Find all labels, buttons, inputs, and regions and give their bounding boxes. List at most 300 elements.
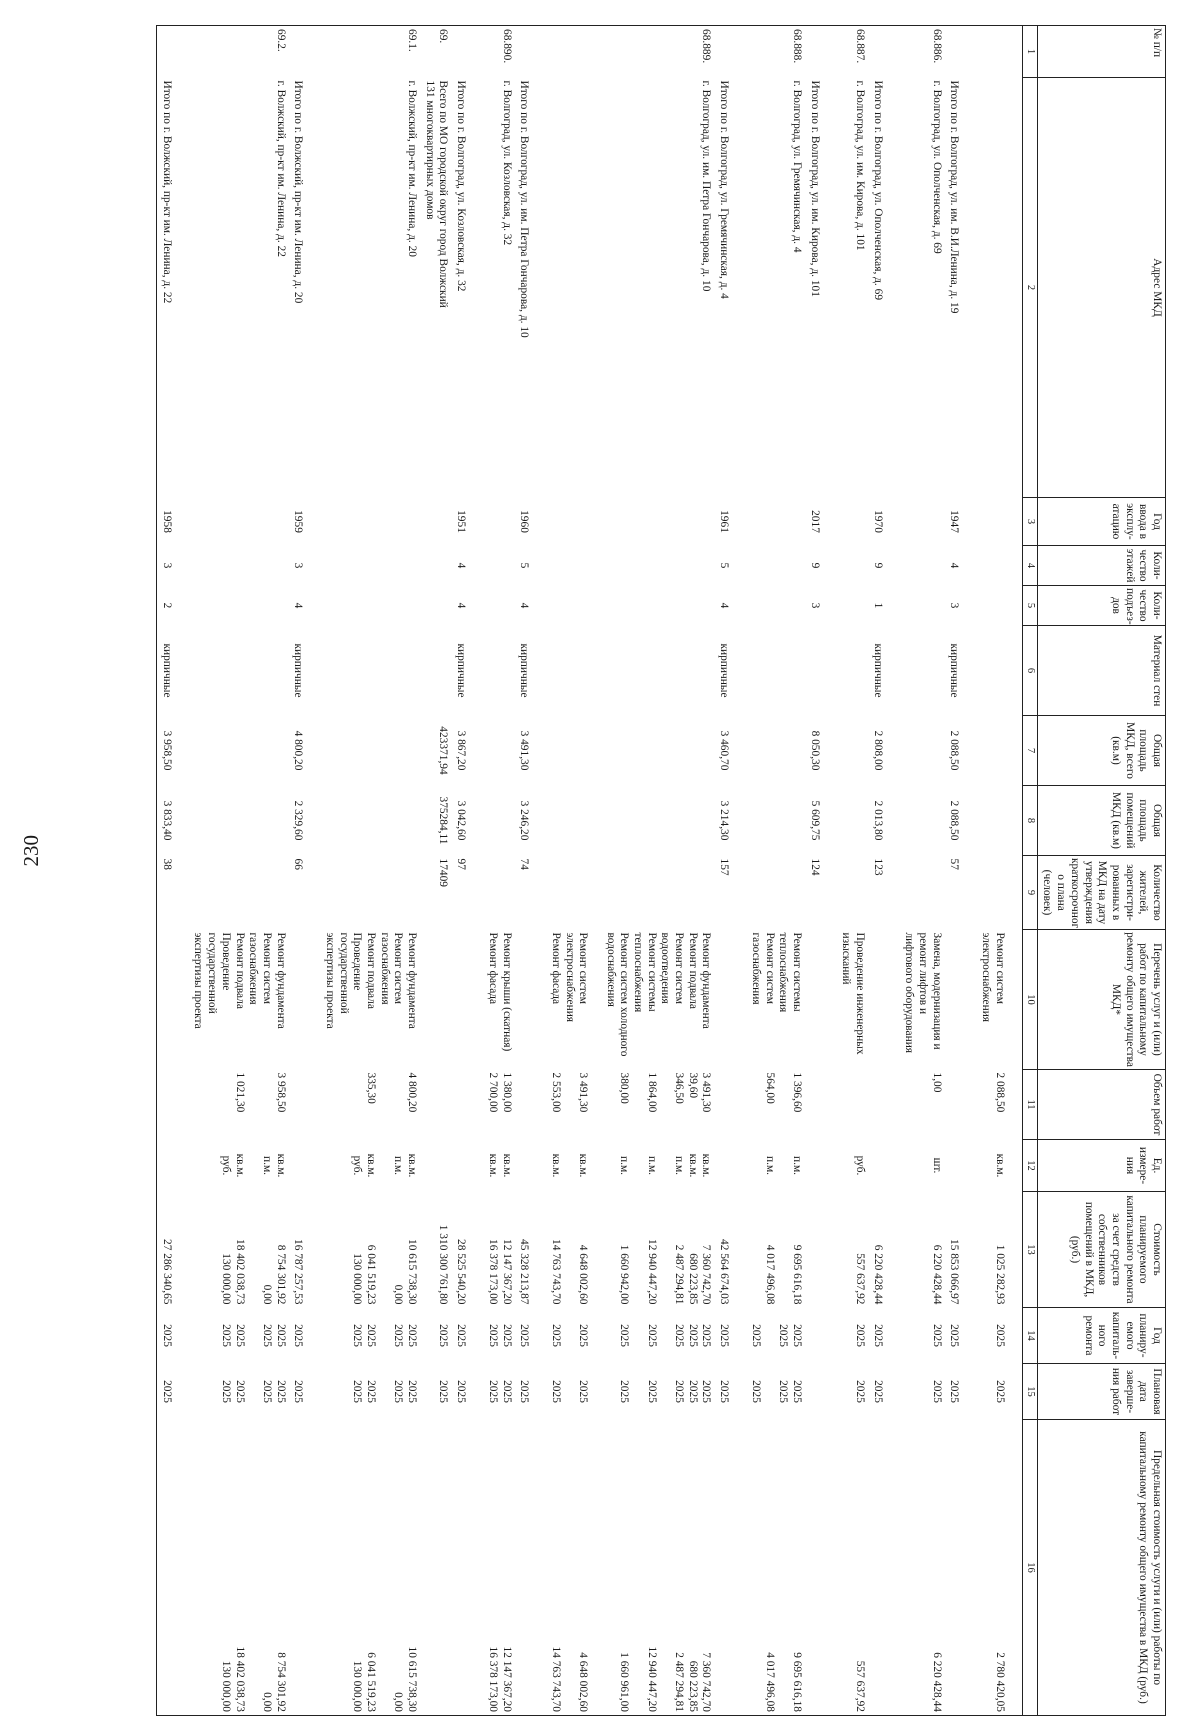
column-number: 2 xyxy=(1022,78,1037,498)
cell-entrances xyxy=(483,586,514,626)
cell-total-area: 3 491,30 xyxy=(518,730,531,771)
cell-wall-material xyxy=(976,626,1022,716)
cell-residents xyxy=(189,856,289,930)
cell-completion-date: 2025 2025 2025 xyxy=(749,1380,803,1403)
cell-cost xyxy=(805,1192,837,1308)
cell-works-list: Проведение инженерных изысканий xyxy=(840,932,866,1055)
cell-entrances: 2 xyxy=(157,586,189,626)
cell-entrances: 4 xyxy=(718,602,731,609)
cell-completion-date: 2025 xyxy=(718,1380,731,1403)
cell-repair-year: 2025 xyxy=(455,1324,468,1347)
cell-premises-area xyxy=(837,786,868,856)
cell-wall-material xyxy=(320,626,420,716)
cell-floors: 3 xyxy=(292,562,305,569)
cell-works-list xyxy=(868,930,900,1070)
cell-cost: 27 286 340,65 xyxy=(157,1192,189,1308)
cell-entrances xyxy=(420,586,451,626)
cell-address: г. Волгоград, ул. им. Кирова, д. 101 xyxy=(854,80,866,251)
cell-floors: 5 xyxy=(518,562,531,569)
cell-row-number xyxy=(289,26,321,78)
cell-entrances: 1 xyxy=(871,602,884,609)
page-number: 230 xyxy=(19,835,43,867)
cell-work-volume xyxy=(805,1070,837,1140)
cell-residents xyxy=(900,856,945,930)
table-body xyxy=(157,26,1023,1716)
cell-floors xyxy=(746,546,805,586)
cell-max-cost: 557 637,92 xyxy=(837,1420,868,1716)
cell-cost: 9 695 616,18 4 017 496,08 xyxy=(763,1244,803,1305)
cell-entrances xyxy=(746,586,805,626)
cell-works-list xyxy=(157,930,189,1070)
cell-wall-material xyxy=(483,626,514,716)
cell-completion-date: 2025 2025 xyxy=(486,1380,513,1403)
cell-wall-material: кирпичные xyxy=(948,643,961,698)
cell-year-built: 1970 xyxy=(871,510,884,533)
cell-premises-area: 3 042,60 xyxy=(455,800,468,841)
cell-residents: 123 xyxy=(871,858,884,876)
cell-unit: п.м. п.м. xyxy=(763,1156,803,1175)
cell-works-list: Ремонт крыши (скатная) Ремонт фасада xyxy=(486,932,513,1052)
cell-wall-material: кирпичные xyxy=(292,643,305,698)
cell-row-number xyxy=(452,26,484,78)
cell-floors xyxy=(546,546,714,586)
cell-repair-year: 2025 xyxy=(993,1324,1006,1347)
table-row xyxy=(868,26,900,1716)
cell-floors xyxy=(420,546,451,586)
cell-residents xyxy=(746,856,805,930)
table-row xyxy=(945,26,977,1716)
cell-completion-date: 2025 xyxy=(518,1380,531,1403)
cell-unit xyxy=(420,1140,451,1192)
cell-address: Итого по г. Волгоград, ул. Гремячинская, д. 4 xyxy=(718,80,731,299)
cell-work-volume xyxy=(289,1070,321,1140)
table-row xyxy=(289,26,321,1716)
column-number: 4 xyxy=(1022,546,1037,586)
cell-max-cost: 12 147 367,20 16 378 173,00 xyxy=(483,1420,514,1716)
cell-work-volume xyxy=(868,1070,900,1140)
cell-wall-material xyxy=(420,626,451,716)
cell-address: г. Волгоград, ул. им. Петра Гончарова, д. 10 xyxy=(700,80,713,292)
cell-total-area: 3 958,50 xyxy=(157,716,189,786)
cell-year-built xyxy=(420,498,451,546)
cell-total-area xyxy=(746,716,805,786)
cell-cost: 6 220 428,44 xyxy=(871,1244,884,1305)
table-row xyxy=(976,26,1022,1716)
cell-row-number: 68.886. xyxy=(900,26,945,78)
column-number: 9 xyxy=(1022,856,1037,930)
column-number: 10 xyxy=(1022,930,1037,1070)
cell-floors xyxy=(320,546,420,586)
cell-works-list xyxy=(805,930,837,1070)
cell-premises-area: 3 214,30 xyxy=(718,800,731,841)
column-number: 8 xyxy=(1022,786,1037,856)
cell-completion-date: 2025 xyxy=(437,1380,450,1403)
cell-repair-year: 2025 2025 2025 2025 2025 2025 2025 xyxy=(549,1324,713,1347)
cell-address: г. Волжский, пр-кт им. Ленина, д. 20 xyxy=(406,80,419,257)
cell-row-number xyxy=(515,26,547,78)
cell-total-area: 2 808,00 xyxy=(871,730,884,771)
cell-year-built: 2017 xyxy=(808,510,821,533)
cell-cost: 1 310 300 761,80 xyxy=(437,1224,450,1305)
cell-unit xyxy=(805,1140,837,1192)
cell-completion-date: 2025 xyxy=(871,1380,884,1403)
cell-max-cost xyxy=(805,1420,837,1716)
cell-residents: 38 xyxy=(157,856,189,930)
cell-year-built: 1961 xyxy=(718,510,731,533)
cell-premises-area: 375284,11 xyxy=(437,796,450,845)
cell-address: Итого по г. Волжский, пр-кт им. Ленина, д. 22 xyxy=(157,78,189,498)
cell-premises-area xyxy=(483,786,514,856)
cell-premises-area: 2 329,60 xyxy=(292,800,305,841)
cell-year-built: 1947 xyxy=(948,510,961,533)
cell-address: Итого по г. Волгоград, ул. им. В.И.Ленина, д. 19 xyxy=(948,80,961,314)
cell-row-number xyxy=(976,26,1022,78)
cell-works-list: Ремонт системы теплоснабжения Ремонт систем газоснабжения xyxy=(749,932,803,1013)
table-row xyxy=(157,26,189,1716)
cell-completion-date: 2025 2025 2025 2025 xyxy=(351,1380,419,1403)
cell-work-volume xyxy=(452,1070,484,1140)
cell-cost: 1 025 282,93 xyxy=(993,1244,1006,1305)
cell-max-cost xyxy=(868,1420,900,1716)
cell-year-built xyxy=(483,498,514,546)
column-number: 14 xyxy=(1022,1308,1037,1364)
header-cell-completion-date: Плановая дата заверше-ния работ xyxy=(1037,1364,1165,1420)
cell-entrances: 4 xyxy=(292,602,305,609)
cell-floors xyxy=(483,546,514,586)
cell-work-volume xyxy=(837,1070,868,1140)
cell-premises-area: 5 609,75 xyxy=(808,800,821,841)
cell-row-number: 69.2. xyxy=(189,26,289,78)
cell-works-list xyxy=(289,930,321,1070)
cell-work-volume xyxy=(420,1070,451,1140)
column-number: 3 xyxy=(1022,498,1037,546)
cell-repair-year: 2025 2025 xyxy=(486,1324,513,1347)
cell-wall-material xyxy=(546,626,714,716)
table-row xyxy=(515,26,547,1716)
cell-wall-material xyxy=(805,626,837,716)
cell-total-area: 8 050,30 xyxy=(808,730,821,771)
cell-max-cost xyxy=(289,1420,321,1716)
cell-premises-area xyxy=(320,786,420,856)
cell-row-number xyxy=(715,26,747,78)
cell-address: г. Волгоград, ул. Ополченская, д. 69 xyxy=(930,80,943,254)
cell-cost: 15 853 066,97 xyxy=(948,1239,961,1305)
cell-entrances: 3 xyxy=(948,602,961,609)
table-header xyxy=(1022,26,1165,1716)
cell-premises-area xyxy=(976,786,1022,856)
cell-address: г. Волжский, пр-кт им. Ленина, д. 22 xyxy=(274,80,287,257)
cell-work-volume: 1 380,00 2 700,00 xyxy=(486,1072,513,1113)
cell-total-area xyxy=(483,716,514,786)
cell-residents xyxy=(483,856,514,930)
cell-wall-material: кирпичные xyxy=(871,643,884,698)
column-number: 1 xyxy=(1022,26,1037,78)
cell-total-area: 3 460,70 xyxy=(718,730,731,771)
header-cell-max-cost: Предельная стоимость услуги и (или) работы по капитальному ремонту общего имущества в МКД (руб.) xyxy=(1037,1420,1165,1716)
column-number: 16 xyxy=(1022,1420,1037,1716)
cell-repair-year: 2025 2025 2025 2025 xyxy=(219,1324,287,1347)
cell-entrances: 3 xyxy=(808,602,821,609)
cell-work-volume: 1 396,60 564,00 xyxy=(763,1072,803,1113)
cell-repair-year: 2025 xyxy=(518,1324,531,1347)
cell-total-area: 4 800,20 xyxy=(292,730,305,771)
cell-works-list: Ремонт систем электроснабжения xyxy=(980,932,1006,1023)
cell-wall-material xyxy=(837,626,868,716)
cell-max-cost xyxy=(515,1420,547,1716)
cell-works-list: Ремонт фундамента Ремонт систем газоснабжения Ремонт подвала Проведение государственной экспертизы проекта xyxy=(192,932,287,1029)
cell-wall-material xyxy=(746,626,805,716)
cell-year-built xyxy=(546,498,714,546)
cell-unit: кв.м. п.м. кв.м. руб. xyxy=(219,1153,287,1178)
cell-max-cost: 8 754 301,92 0,00 18 402 038,73 130 000,00 xyxy=(189,1420,289,1716)
cell-cost: 7 360 742,70 680 223,85 2 487 294,81 12 940 447,20 1 660 942,00 4 648 002,60 14 763 743,70 xyxy=(549,1239,713,1305)
cell-entrances: 4 xyxy=(455,602,468,609)
cell-cost: 6 220 428,44 xyxy=(930,1244,943,1305)
cell-repair-year: 2025 xyxy=(718,1324,731,1347)
cell-works-list: Замена, модернизация и ремонт лифтов и лифтового оборудования xyxy=(903,932,943,1054)
cell-address: Итого по г. Волгоград, ул. им. Петра Гончарова, д. 10 xyxy=(518,80,531,338)
cell-unit: шт. xyxy=(930,1157,943,1174)
cell-entrances: 4 xyxy=(518,602,531,609)
cell-cost: 557 637,92 xyxy=(854,1253,866,1305)
table-row xyxy=(715,26,747,1716)
cell-cost: 10 615 738,30 0,00 6 041 519,23 130 000,00 xyxy=(351,1239,419,1305)
cell-floors: 4 xyxy=(948,562,961,569)
cell-floors xyxy=(837,546,868,586)
cell-row-number: 68.890. xyxy=(483,26,514,78)
cell-repair-year: 2025 xyxy=(871,1324,884,1347)
cell-repair-year: 2025 xyxy=(948,1324,961,1347)
cell-completion-date: 2025 xyxy=(948,1380,961,1403)
cell-row-number xyxy=(805,26,837,78)
cell-residents: 17409 xyxy=(437,858,450,887)
header-cell-number: № п/п xyxy=(1037,26,1165,78)
cell-residents: 74 xyxy=(518,858,531,870)
cell-entrances xyxy=(900,586,945,626)
cell-total-area xyxy=(189,716,289,786)
cell-unit: руб. xyxy=(854,1155,866,1176)
cell-work-volume xyxy=(945,1070,977,1140)
repair-plan-table xyxy=(156,25,1166,1716)
header-cell-cost: Стоимость планируемого капитального ремонта за счет средств собственников помещений в МКД, (руб.) xyxy=(1037,1192,1165,1308)
cell-entrances xyxy=(976,586,1022,626)
cell-repair-year: 2025 xyxy=(157,1308,189,1364)
cell-completion-date: 2025 xyxy=(292,1380,305,1403)
cell-floors xyxy=(900,546,945,586)
table-row xyxy=(546,26,714,1716)
cell-cost: 8 754 301,92 0,00 18 402 038,73 130 000,00 xyxy=(219,1239,287,1305)
cell-address xyxy=(976,78,1022,498)
cell-address: Итого по г. Волгоград, ул. Козловская, д. 32 xyxy=(455,80,468,292)
header-cell-total-area: Общая площадь МКД, всего (кв.м) xyxy=(1037,716,1165,786)
cell-address: Всего по МО городской округ город Волжский 131 многоквартирных домов xyxy=(423,80,450,308)
cell-completion-date: 2025 2025 2025 2025 xyxy=(219,1380,287,1403)
cell-max-cost: 9 695 616,18 4 017 496,08 xyxy=(746,1420,805,1716)
cell-row-number xyxy=(945,26,977,78)
cell-total-area xyxy=(976,716,1022,786)
cell-address: г. Волгоград, ул. Гремячинская, д. 4 xyxy=(790,80,803,253)
cell-unit: кв.м. xyxy=(993,1153,1006,1178)
column-number: 12 xyxy=(1022,1140,1037,1192)
cell-year-built: 1951 xyxy=(455,510,468,533)
cell-unit xyxy=(868,1140,900,1192)
column-number: 15 xyxy=(1022,1364,1037,1420)
header-cell-repair-year: Год планиру-емого капиталь-ного ремонта xyxy=(1037,1308,1165,1364)
rotated-table-area xyxy=(44,25,1166,1712)
cell-work-volume xyxy=(157,1070,189,1140)
cell-total-area: 3 867,20 xyxy=(455,730,468,771)
cell-floors xyxy=(976,546,1022,586)
cell-residents: 157 xyxy=(718,858,731,876)
header-cell-wall-material: Материал стен xyxy=(1037,626,1165,716)
cell-floors xyxy=(189,546,289,586)
cell-entrances xyxy=(320,586,420,626)
table-row xyxy=(320,26,420,1716)
cell-row-number: 68.887. xyxy=(837,26,868,78)
header-cell-premises-area: Общая площадь помещений МКД (кв.м) xyxy=(1037,786,1165,856)
cell-residents: 57 xyxy=(948,858,961,870)
table-row xyxy=(900,26,945,1716)
cell-premises-area: 2 013,80 xyxy=(871,800,884,841)
table-row xyxy=(483,26,514,1716)
cell-premises-area xyxy=(189,786,289,856)
header-cell-year-built: Год ввода в эксплу-атацию xyxy=(1037,498,1165,546)
cell-total-area xyxy=(546,716,714,786)
cell-address: г. Волгоград, ул. Козловская, д. 32 xyxy=(500,80,513,246)
cell-unit xyxy=(515,1140,547,1192)
cell-residents: 97 xyxy=(455,858,468,870)
cell-floors: 5 xyxy=(718,562,731,569)
cell-address: Итого по г. Волжский, пр-кт им. Ленина, д. 20 xyxy=(292,80,305,304)
cell-max-cost xyxy=(715,1420,747,1716)
cell-max-cost xyxy=(945,1420,977,1716)
cell-work-volume xyxy=(715,1070,747,1140)
column-number: 11 xyxy=(1022,1070,1037,1140)
cell-unit: кв.м. п.м. кв.м. руб. xyxy=(351,1153,419,1178)
cell-total-area: 423371,94 xyxy=(437,726,450,775)
header-cell-residents: Количество жителей, зарегистри-рованных в МКД на дату утверждения краткосрочног о плана (человек) xyxy=(1037,856,1165,930)
cell-works-list: Ремонт фундамента Ремонт систем газоснабжения Ремонт подвала Проведение государственной экспертизы проекта xyxy=(324,932,419,1029)
cell-wall-material: кирпичные xyxy=(157,626,189,716)
cell-row-number: 69. xyxy=(420,26,451,78)
cell-work-volume xyxy=(515,1070,547,1140)
cell-work-volume: 4 800,20 335,30 xyxy=(365,1072,419,1113)
cell-cost: 45 328 213,87 xyxy=(518,1239,531,1305)
cell-completion-date: 2025 xyxy=(854,1380,866,1403)
header-cell-work-volume: Объем работ xyxy=(1037,1070,1165,1140)
table-row xyxy=(420,26,451,1716)
cell-cost: 16 787 257,53 xyxy=(292,1239,305,1305)
cell-completion-date: 2025 xyxy=(930,1380,943,1403)
cell-work-volume: 1,00 xyxy=(930,1072,943,1093)
cell-max-cost xyxy=(157,1420,189,1716)
cell-work-volume: 2 088,50 xyxy=(993,1072,1006,1113)
header-cell-floors: Коли-чество этажей xyxy=(1037,546,1165,586)
cell-premises-area xyxy=(546,786,714,856)
cell-floors: 4 xyxy=(455,562,468,569)
cell-wall-material xyxy=(900,626,945,716)
cell-wall-material: кирпичные xyxy=(518,643,531,698)
cell-row-number: 69.1. xyxy=(320,26,420,78)
cell-completion-date xyxy=(805,1364,837,1420)
table-row xyxy=(837,26,868,1716)
cell-completion-date: 2025 xyxy=(993,1380,1006,1403)
cell-cost: 28 525 540,20 xyxy=(455,1239,468,1305)
column-number-row xyxy=(1022,26,1037,1716)
cell-floors: 3 xyxy=(157,546,189,586)
cell-max-cost: 2 780 420,05 xyxy=(976,1420,1022,1716)
cell-row-number xyxy=(868,26,900,78)
header-cell-works-list: Перечень услуг и (или) работ по капитальному ремонту общего имущества МКД* xyxy=(1037,930,1165,1070)
cell-wall-material xyxy=(189,626,289,716)
cell-cost: 42 564 674,03 xyxy=(718,1239,731,1305)
cell-residents: 66 xyxy=(292,858,305,870)
cell-repair-year: 2025 2025 2025 xyxy=(749,1324,803,1347)
cell-address: Итого по г. Волгоград, ул. им. Кирова, д. 101 xyxy=(808,80,821,297)
cell-premises-area xyxy=(746,786,805,856)
cell-works-list xyxy=(945,930,977,1070)
cell-year-built xyxy=(837,498,868,546)
cell-max-cost xyxy=(420,1420,451,1716)
cell-entrances xyxy=(837,586,868,626)
column-number: 7 xyxy=(1022,716,1037,786)
cell-row-number xyxy=(157,26,189,78)
cell-repair-year: 2025 xyxy=(854,1324,866,1347)
cell-repair-year xyxy=(805,1308,837,1364)
cell-cost: 12 147 367,20 16 378 173,00 xyxy=(486,1239,513,1305)
cell-max-cost: 10 615 738,30 0,00 6 041 519,23 130 000,00 xyxy=(320,1420,420,1716)
table-row xyxy=(746,26,805,1716)
table-row xyxy=(805,26,837,1716)
cell-repair-year: 2025 2025 2025 2025 xyxy=(351,1324,419,1347)
cell-works-list xyxy=(452,930,484,1070)
table-row xyxy=(189,26,289,1716)
cell-unit: кв.м. кв.м. xyxy=(486,1153,513,1178)
cell-year-built xyxy=(900,498,945,546)
cell-max-cost xyxy=(452,1420,484,1716)
header-row xyxy=(1037,26,1165,1716)
cell-repair-year: 2025 xyxy=(930,1324,943,1347)
cell-works-list xyxy=(420,930,451,1070)
cell-unit xyxy=(715,1140,747,1192)
cell-floors: 9 xyxy=(808,562,821,569)
cell-premises-area: 2 088,50 xyxy=(948,800,961,841)
cell-total-area xyxy=(320,716,420,786)
cell-repair-year: 2025 xyxy=(292,1324,305,1347)
cell-residents xyxy=(546,856,714,930)
cell-year-built: 1960 xyxy=(518,510,531,533)
column-number: 5 xyxy=(1022,586,1037,626)
cell-completion-date: 2025 xyxy=(455,1380,468,1403)
column-number: 13 xyxy=(1022,1192,1037,1308)
cell-completion-date: 2025 xyxy=(157,1364,189,1420)
header-cell-address: Адрес МКД xyxy=(1037,78,1165,498)
cell-entrances xyxy=(546,586,714,626)
header-cell-entrances: Коли-чество подъез-дов xyxy=(1037,586,1165,626)
cell-completion-date: 2025 2025 2025 2025 2025 2025 2025 xyxy=(549,1380,713,1403)
cell-works-list: Ремонт фундамента Ремонт подвала Ремонт систем водоотведения Ремонт системы теплоснабжения Ремонт систем холодного водоснабжения Ремонт систем электроснабжения Ремонт фасада xyxy=(549,932,713,1057)
cell-total-area xyxy=(900,716,945,786)
cell-entrances xyxy=(189,586,289,626)
cell-row-number: 68.889. xyxy=(546,26,714,78)
cell-residents xyxy=(320,856,420,930)
cell-unit xyxy=(452,1140,484,1192)
header-cell-unit: Ед. измере-ния xyxy=(1037,1140,1165,1192)
cell-wall-material: кирпичные xyxy=(455,643,468,698)
cell-premises-area: 3 246,20 xyxy=(518,800,531,841)
cell-works-list xyxy=(515,930,547,1070)
cell-address: Итого по г. Волгоград, ул. Ополченская, д. 69 xyxy=(871,80,884,301)
